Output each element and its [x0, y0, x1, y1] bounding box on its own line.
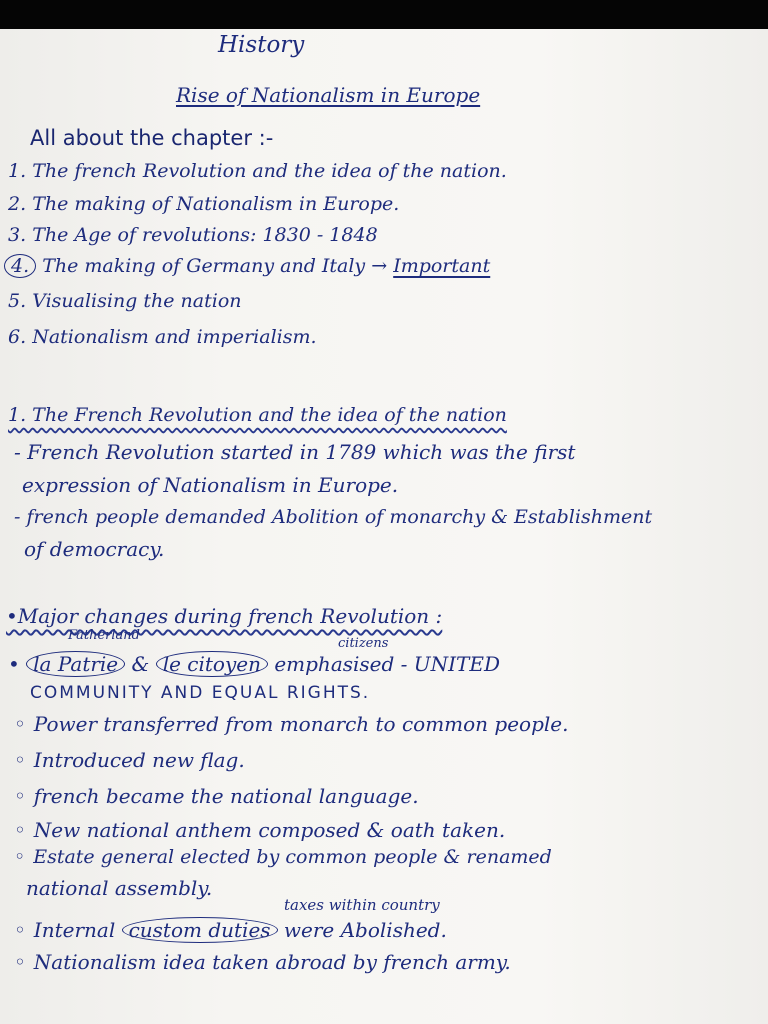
text-line: - French Revolution started in 1789 which was the first	[14, 440, 576, 464]
text-line: national assembly.	[26, 876, 213, 900]
list-item: • la Patrie & le citoyen emphasised - UNITED	[8, 652, 501, 676]
list-item: 3. The Age of revolutions: 1830 - 1848	[8, 224, 378, 246]
list-item: ◦ Estate general elected by common people & renamed	[14, 846, 552, 868]
section-heading: 1. The French Revolution and the idea of the nation	[8, 404, 507, 426]
section-heading: •Major changes during french Revolution :	[6, 604, 443, 628]
list-item: 5. Visualising the nation	[8, 290, 242, 312]
list-item: ◦ New national anthem composed & oath taken.	[14, 818, 506, 842]
top-border	[0, 0, 768, 29]
annotation-taxes: taxes within country	[284, 896, 440, 914]
list-item: ◦ Nationalism idea taken abroad by french army.	[14, 950, 511, 974]
list-item: 1. The french Revolution and the idea of the nation.	[8, 160, 507, 182]
list-item: ◦ Introduced new flag.	[14, 748, 245, 772]
circled-number: 4.	[4, 254, 36, 278]
chapter-subtitle: Rise of Nationalism in Europe	[176, 83, 481, 107]
circled-term: le citoyen	[156, 651, 268, 677]
arrow-icon: →	[371, 255, 388, 277]
list-item: ◦ french became the national language.	[14, 784, 419, 808]
list-item: ◦ Power transferred from monarch to common people.	[14, 712, 569, 736]
intro-heading: All about the chapter :-	[30, 126, 274, 150]
text-line: expression of Nationalism in Europe.	[22, 473, 399, 497]
text-line: of democracy.	[24, 537, 165, 561]
text-line: - french people demanded Abolition of monarchy & Establishment	[14, 506, 653, 528]
page-title: History	[218, 32, 305, 58]
circled-term: custom duties	[122, 917, 278, 943]
annotation-fatherland: Fatherland	[68, 628, 140, 643]
text-line: COMMUNITY AND EQUAL RIGHTS.	[30, 683, 371, 703]
annotation-citizens: citizens	[338, 636, 389, 651]
list-item: 6. Nationalism and imperialism.	[8, 326, 317, 348]
circled-term: la Patrie	[26, 651, 125, 677]
list-item: ◦ Internal custom duties were Abolished.	[14, 918, 447, 942]
list-item: 4. The making of Germany and Italy → Important	[4, 255, 490, 277]
important-tag: Important	[393, 255, 491, 277]
list-item: 2. The making of Nationalism in Europe.	[8, 193, 400, 215]
